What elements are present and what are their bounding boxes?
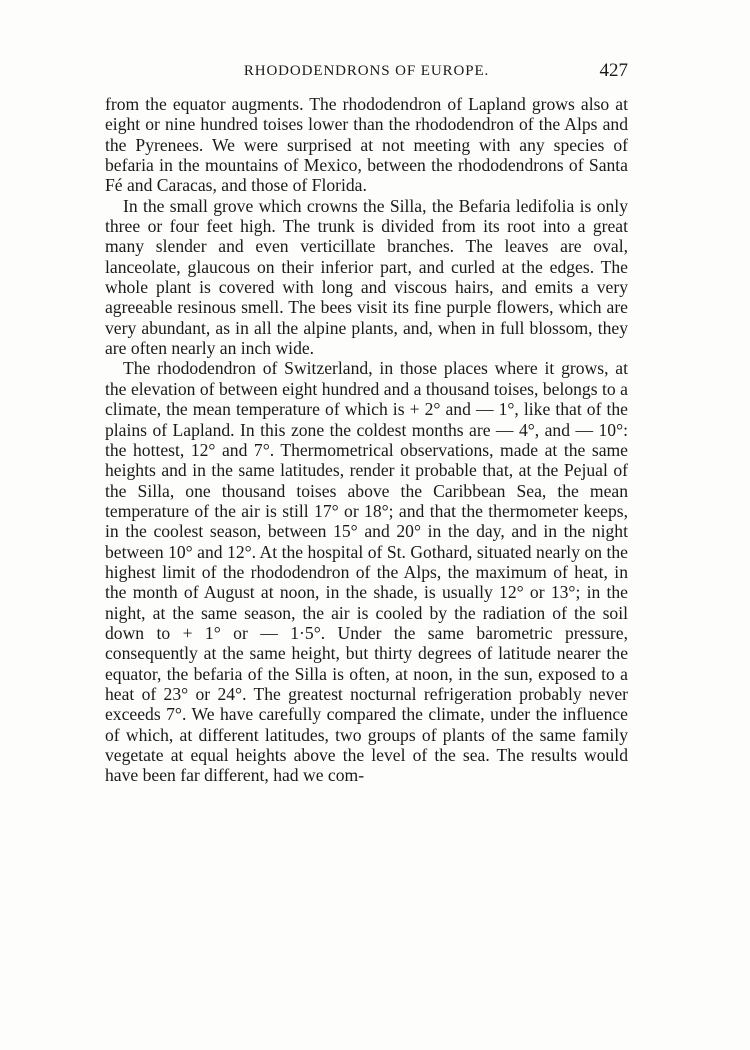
running-title: RHODODENDRONS OF EUROPE. [243, 63, 490, 79]
paragraph: The rhododendron of Switzerland, in those places where it grows, at the elevation of between eight hundred and a thousand toises, belongs to a climate, the mean temperature of which is + 2° and — 1°, like that of the plains of Lapland. In this zone the coldest months are — 4°, and — 10°: the hottest, 12° and 7°. Thermometrical observations, made at the same heights and in the same latitudes, render it probable that, at the Pejual of the Silla, one thousand toises above the Caribbean Sea, the mean temperature of the air is still 17° or 18°; and that the thermometer keeps, in the coolest season, between 15° and 20° in the day, and in the night between 10° and 12°. At the hospital of St. Gothard, situated nearly on the highest limit of the rhododendron of the Alps, the maximum of heat, in the month of August at noon, in the shade, is usually 12° or 13°; in the night, at the same season, the air is cooled by the radiation of the soil down to + 1° or — 1·5°. Under the same barometric pressure, consequently at the same height, but thirty degrees of latitude nearer the equator, the befaria of the Silla is often, at noon, in the sun, exposed to a heat of 23° or 24°. The greatest nocturnal refrigeration probably never exceeds 7°. We have carefully compared the climate, under the influence of which, at different latitudes, two groups of plants of the same family vegetate at equal heights above the level of the sea. The results would have been far different, had we com- [105, 358, 628, 786]
running-head [105, 60, 628, 84]
paragraph: from the equator augments. The rhododendron of Lapland grows also at eight or nine hundred toises lower than the rhododendron of the Alps and the Pyrenees. We were surprised at not meeting with any species of befaria in the mountains of Mexico, between the rhododendrons of Santa Fé and Caracas, and those of Florida. [105, 94, 628, 196]
paragraph: In the small grove which crowns the Silla, the Befaria ledifolia is only three or four feet high. The trunk is divided from its root into a great many slender and even verticillate branches. The leaves are oval, lanceolate, glaucous on their inferior part, and curled at the edges. The whole plant is covered with long and viscous hairs, and emits a very agreeable resinous smell. The bees visit its fine purple flowers, which are very abundant, as in all the alpine plants, and, when in full blossom, they are often nearly an inch wide. [105, 195, 628, 359]
page-number: 427 [599, 60, 628, 81]
body-text [105, 94, 628, 786]
